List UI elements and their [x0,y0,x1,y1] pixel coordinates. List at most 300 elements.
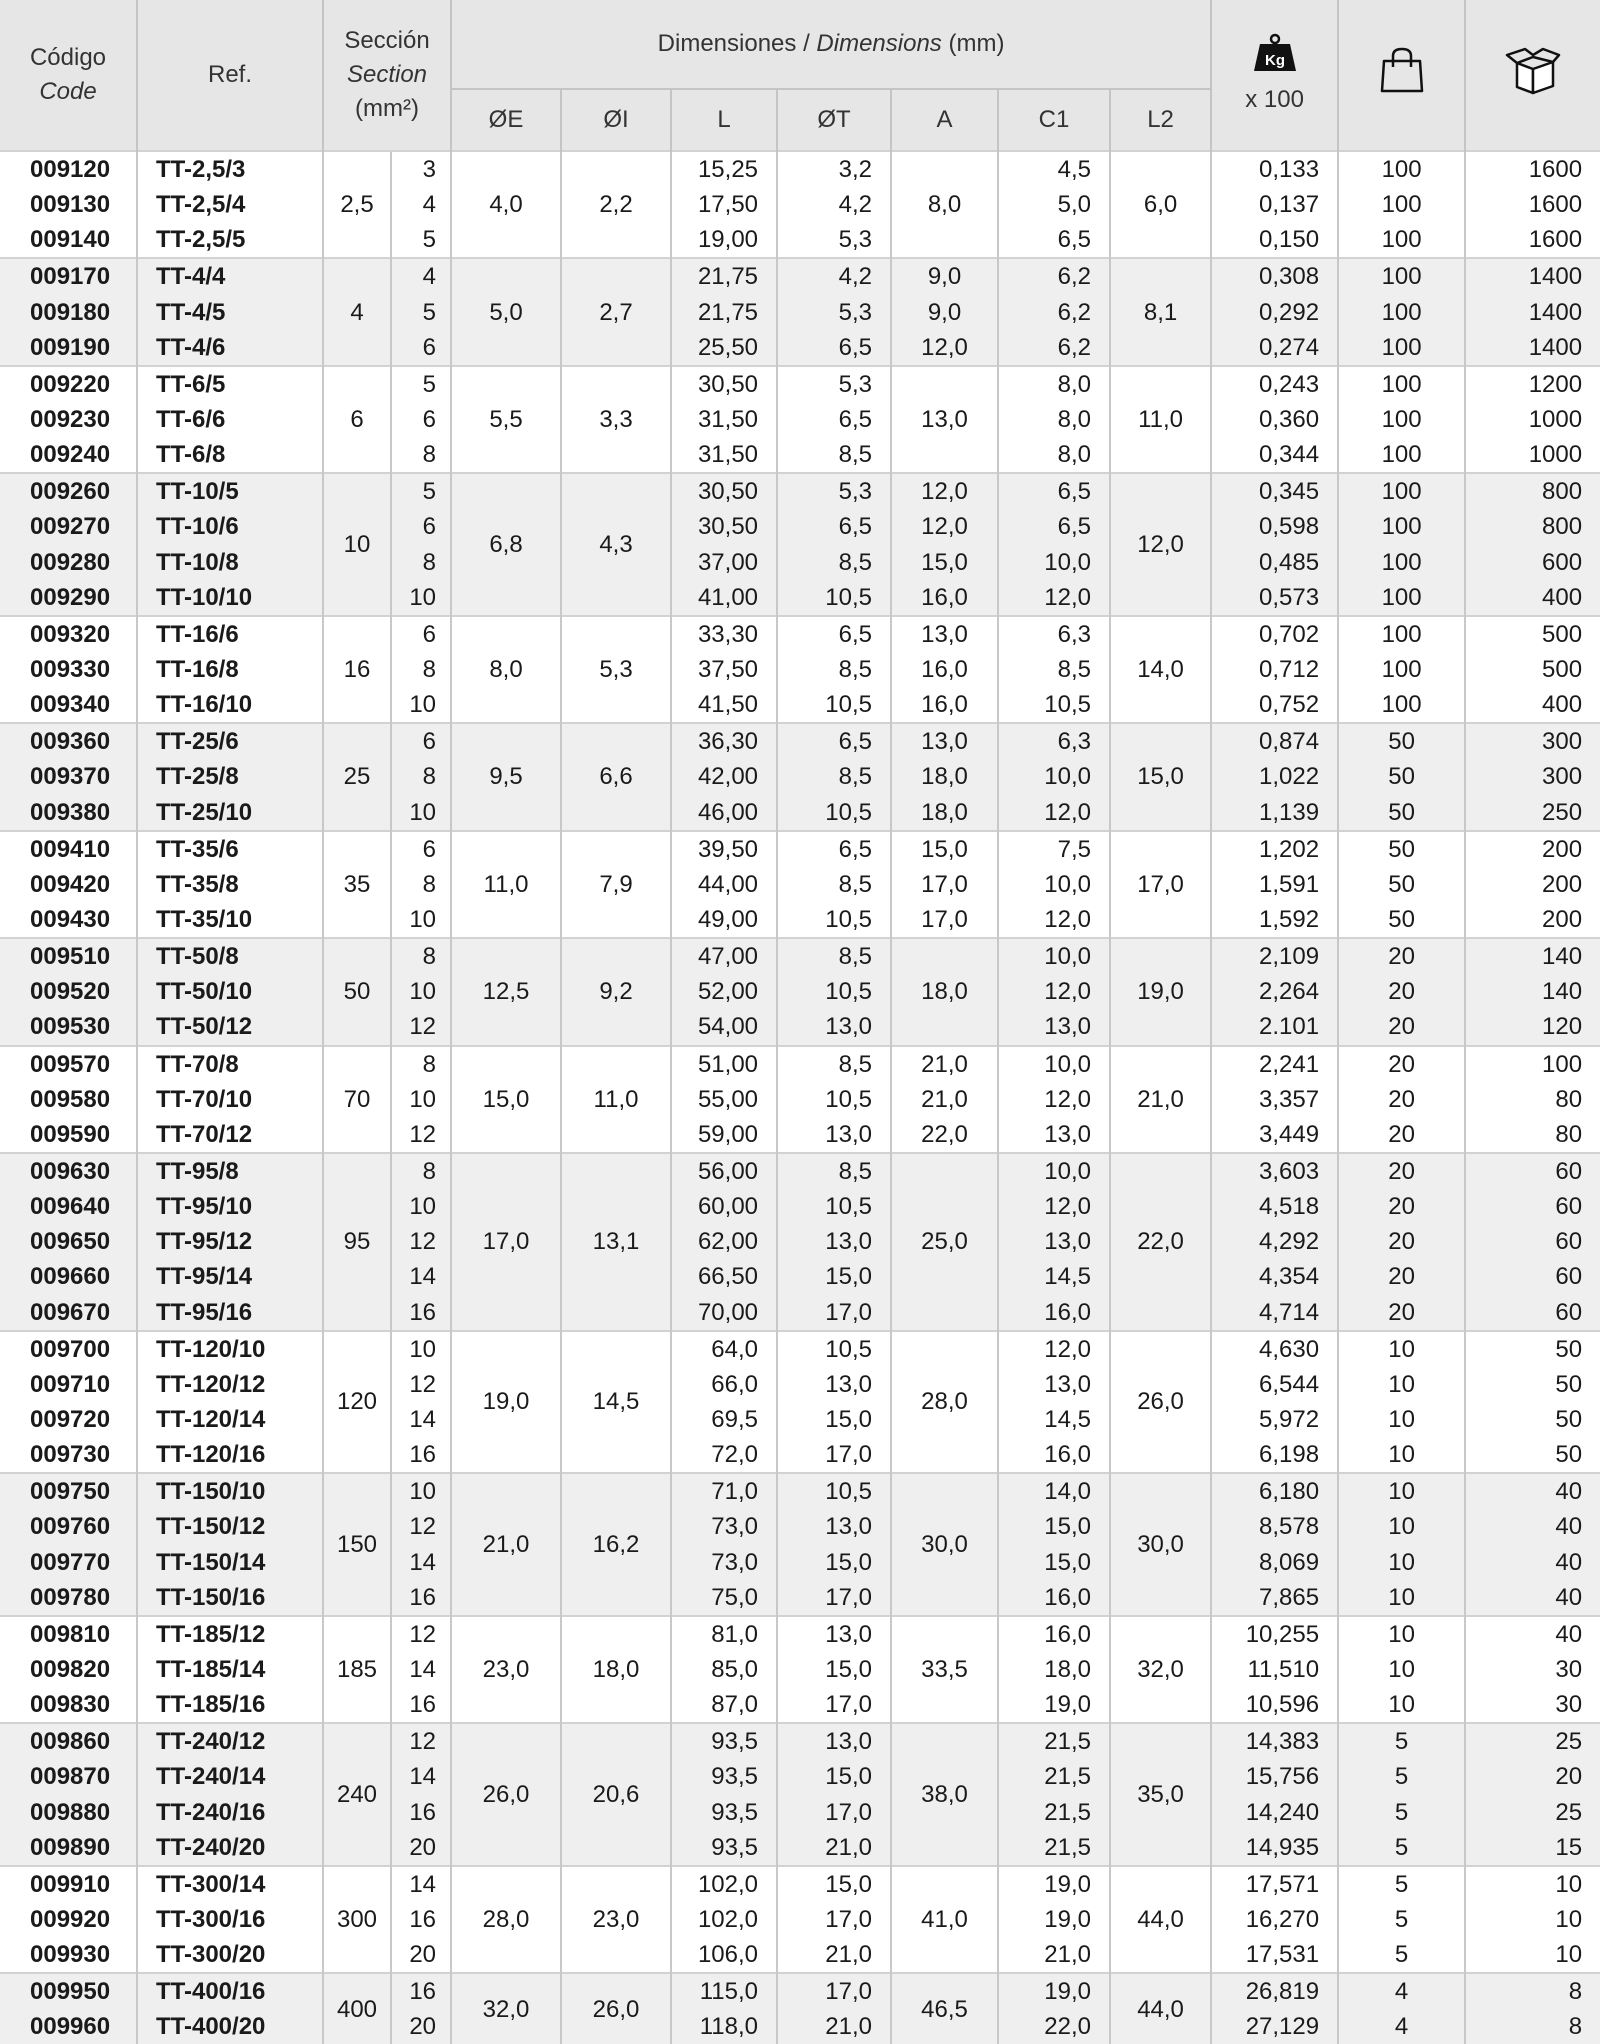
cell-c1: 10,0 [998,1046,1110,1082]
cell-outer-diameter: 26,0 [451,1723,561,1866]
cell-length: 17,50 [671,187,777,222]
cell-outer-diameter: 5,0 [451,258,561,365]
table-row [0,1723,1600,1759]
cell-terminal-diameter: 8,5 [777,545,891,580]
cell-bag-qty: 4 [1338,2009,1465,2044]
cell-section: 120 [323,1331,391,1474]
cell-box-qty: 8 [1465,2009,1600,2044]
cell-c1: 6,5 [998,509,1110,544]
cell-length: 39,50 [671,831,777,867]
cell-inner-diameter: 14,5 [561,1331,671,1474]
cell-ref: TT-150/10 [137,1473,323,1509]
cell-box-qty: 400 [1465,580,1600,616]
cell-box-qty: 80 [1465,1117,1600,1153]
cell-code: 009360 [0,723,137,759]
cell-c1: 10,5 [998,687,1110,723]
table-row [0,687,1600,723]
cell-code: 009260 [0,473,137,509]
cell-section-size: 12 [391,1616,451,1652]
cell-bag-qty: 50 [1338,795,1465,831]
cell-section: 400 [323,1973,391,2044]
cell-bag-qty: 4 [1338,1973,1465,2009]
cell-bag-qty: 20 [1338,1189,1465,1224]
cell-a: 16,0 [891,652,998,687]
cell-box-qty: 40 [1465,1544,1600,1579]
cell-weight: 11,510 [1211,1652,1338,1687]
header-dimensiones-label: Dimensiones / [657,30,810,57]
cell-box-qty: 40 [1465,1473,1600,1509]
cell-code: 009630 [0,1153,137,1189]
cell-code: 009330 [30,656,111,684]
cell-terminal-diameter: 10,5 [777,1189,891,1224]
cell-code: 009720 [30,1405,111,1433]
cell-terminal-diameter: 5,3 [777,222,891,258]
cell-section-size: 20 [391,1937,451,1973]
cell-terminal-diameter: 13,0 [777,1616,891,1652]
header-weight-unit: x 100 [1245,86,1304,113]
cell-section-size: 8 [391,1153,451,1189]
cell-section-size: 8 [391,867,451,902]
cell-bag-qty: 100 [1338,402,1465,437]
cell-section-size: 14 [391,1544,451,1579]
cell-section-size: 14 [391,1652,451,1687]
cell-code: 009430 [30,906,111,934]
cell-section-size: 14 [391,1259,451,1294]
cell-code: 009830 [30,1691,111,1719]
cell-code: 009290 [0,580,137,616]
header-col-e: ØE [451,89,561,151]
cell-bag-qty: 10 [1338,1473,1465,1509]
cell-section-size: 5 [391,295,451,330]
table-row [0,652,1600,687]
cell-terminal-diameter: 13,0 [777,1367,891,1402]
cell-weight: 0,485 [1211,545,1338,580]
cell-weight: 2.101 [1211,1009,1338,1045]
cell-ref: TT-300/14 [137,1866,323,1902]
cell-length: 19,00 [671,222,777,258]
cell-outer-diameter: 28,0 [451,1866,561,1973]
cell-section-size: 12 [391,1509,451,1544]
table-row [0,509,1600,544]
table-row [0,1009,1600,1045]
cell-section-size: 8 [391,1046,451,1082]
cell-weight: 1,022 [1211,759,1338,794]
cell-bag-qty: 10 [1338,1367,1465,1402]
cell-ref: TT-35/10 [137,902,323,938]
header-dimensions [451,0,1211,89]
cell-box-qty: 200 [1465,902,1600,938]
cell-code: 009220 [0,366,137,402]
cell-ref: TT-185/12 [137,1616,323,1652]
table-row [0,616,1600,652]
cell-ref: TT-185/16 [137,1687,323,1723]
cell-ref: TT-4/5 [137,295,323,330]
cell-a: 17,0 [891,902,998,938]
cell-section-size: 5 [391,222,451,258]
header-col-t: ØT [777,89,891,151]
cell-box-qty: 40 [1465,1616,1600,1652]
cell-c1: 6,2 [998,330,1110,366]
cell-box-qty: 1600 [1465,151,1600,187]
cell-bag-qty: 10 [1338,1437,1465,1473]
cell-length: 62,00 [671,1224,777,1259]
cell-box-qty: 10 [1465,1902,1600,1937]
cell-section-size: 4 [391,187,451,222]
cell-terminal-diameter: 21,0 [777,1830,891,1866]
table-row [0,402,1600,437]
cell-bag-qty: 20 [1338,974,1465,1009]
cell-length: 66,50 [671,1259,777,1294]
table-row [0,1652,1600,1687]
cell-code: 009730 [30,1441,111,1469]
cell-terminal-diameter: 13,0 [777,1009,891,1045]
cell-terminal-diameter: 13,0 [777,1224,891,1259]
cell-weight: 1,139 [1211,795,1338,831]
cell-a: 15,0 [891,831,998,867]
cell-box-qty: 1600 [1465,187,1600,222]
cell-ref: TT-4/4 [137,258,323,294]
table-row [0,1046,1600,1082]
cell-terminal-diameter: 17,0 [777,1295,891,1331]
cell-outer-diameter: 32,0 [451,1973,561,2044]
header-dimensions-unit: (mm) [948,30,1005,57]
cell-l2: 44,0 [1110,1973,1211,2044]
cell-c1: 6,5 [998,222,1110,258]
cell-length: 75,0 [671,1580,777,1616]
cell-outer-diameter: 19,0 [451,1331,561,1474]
cell-box-qty: 40 [1465,1509,1600,1544]
cell-weight: 5,972 [1211,1402,1338,1437]
cell-weight: 0,702 [1211,616,1338,652]
cell-box-qty: 1000 [1465,437,1600,473]
cell-box-qty: 80 [1465,1082,1600,1117]
cell-ref: TT-95/14 [137,1259,323,1294]
cell-section-size: 20 [391,1830,451,1866]
cell-length: 102,0 [671,1866,777,1902]
table-row [0,580,1600,616]
cell-c1: 6,3 [998,723,1110,759]
cell-length: 81,0 [671,1616,777,1652]
cell-length: 59,00 [671,1117,777,1153]
cell-c1: 14,5 [998,1402,1110,1437]
cell-length: 41,50 [671,687,777,723]
table-row [0,938,1600,974]
cell-weight: 0,133 [1211,151,1338,187]
cell-terminal-diameter: 6,5 [777,509,891,544]
cell-section-size: 16 [391,1687,451,1723]
table-row [0,473,1600,509]
cell-box-qty: 40 [1465,1580,1600,1616]
cell-length: 54,00 [671,1009,777,1045]
cell-bag-qty: 10 [1338,1544,1465,1579]
cell-code: 009130 [30,191,111,219]
cell-weight: 0,344 [1211,437,1338,473]
cell-terminal-diameter: 5,3 [777,473,891,509]
cell-length: 47,00 [671,938,777,974]
cell-bag-qty: 20 [1338,1153,1465,1189]
table-row [0,222,1600,258]
cell-terminal-diameter: 15,0 [777,1759,891,1794]
cell-c1: 6,5 [998,473,1110,509]
cell-ref: TT-2,5/4 [137,187,323,222]
cell-length: 36,30 [671,723,777,759]
cell-ref: TT-35/6 [137,831,323,867]
table-row [0,1082,1600,1117]
cell-section: 2,5 [323,151,391,258]
cell-terminal-diameter: 8,5 [777,759,891,794]
cell-section-size: 10 [391,1189,451,1224]
cell-weight: 10,596 [1211,1687,1338,1723]
cell-code: 009280 [0,545,137,580]
cell-terminal-diameter: 6,5 [777,402,891,437]
cell-terminal-diameter: 8,5 [777,437,891,473]
cell-code: 009320 [0,616,137,652]
cell-ref: TT-150/16 [137,1580,323,1616]
table-row [0,759,1600,794]
table-row [0,723,1600,759]
cell-box-qty: 300 [1465,723,1600,759]
cell-code: 009810 [0,1616,137,1652]
cell-box-qty: 60 [1465,1259,1600,1294]
cell-weight: 14,240 [1211,1794,1338,1829]
cell-l2: 30,0 [1110,1473,1211,1616]
cell-section: 150 [323,1473,391,1616]
cell-section-size: 10 [391,687,451,723]
cell-l2: 32,0 [1110,1616,1211,1723]
table-body [0,151,1600,2044]
cell-l2: 14,0 [1110,616,1211,723]
cell-ref: TT-16/8 [137,652,323,687]
cell-a: 18,0 [891,759,998,794]
table-row [0,1295,1600,1331]
cell-section-size: 10 [391,902,451,938]
cell-section-size: 5 [391,366,451,402]
cell-weight: 1,592 [1211,902,1338,938]
cell-weight: 14,383 [1211,1723,1338,1759]
cell-length: 102,0 [671,1902,777,1937]
table-row [0,258,1600,294]
cell-code: 009230 [30,406,111,434]
cell-inner-diameter: 26,0 [561,1973,671,2044]
cell-terminal-diameter: 6,5 [777,330,891,366]
table-row [0,151,1600,187]
cell-length: 41,00 [671,580,777,616]
table-row [0,1509,1600,1544]
cell-box-qty: 600 [1465,545,1600,580]
table-row [0,2009,1600,2044]
cell-section-size: 10 [391,1082,451,1117]
cell-c1: 14,0 [998,1473,1110,1509]
cell-weight: 4,354 [1211,1259,1338,1294]
cell-terminal-diameter: 10,5 [777,1473,891,1509]
cell-bag-qty: 100 [1338,295,1465,330]
table-row [0,437,1600,473]
table-row [0,974,1600,1009]
cell-a: 8,0 [891,151,998,258]
cell-weight: 1,591 [1211,867,1338,902]
cell-terminal-diameter: 17,0 [777,1687,891,1723]
cell-inner-diameter: 16,2 [561,1473,671,1616]
cell-c1: 21,5 [998,1723,1110,1759]
table-row [0,902,1600,938]
table-row [0,1259,1600,1294]
cell-section-size: 4 [391,258,451,294]
cell-bag-qty: 100 [1338,616,1465,652]
cell-ref: TT-240/16 [137,1794,323,1829]
cell-terminal-diameter: 10,5 [777,1331,891,1367]
cell-outer-diameter: 9,5 [451,723,561,830]
table-row [0,1794,1600,1829]
cell-code: 009510 [0,938,137,974]
cell-box-qty: 60 [1465,1295,1600,1331]
cell-box-qty: 1000 [1465,402,1600,437]
table-row [0,831,1600,867]
cell-ref: TT-400/16 [137,1973,323,2009]
cell-weight: 3,449 [1211,1117,1338,1153]
cell-section-size: 14 [391,1759,451,1794]
cell-a: 13,0 [891,366,998,473]
cell-l2: 11,0 [1110,366,1211,473]
cell-terminal-diameter: 8,5 [777,938,891,974]
cell-terminal-diameter: 15,0 [777,1402,891,1437]
cell-a: 41,0 [891,1866,998,1973]
cell-section-size: 6 [391,723,451,759]
cell-bag-qty: 5 [1338,1866,1465,1902]
cell-c1: 6,2 [998,258,1110,294]
cell-a: 16,0 [891,687,998,723]
cell-a: 9,0 [891,258,998,294]
cell-inner-diameter: 11,0 [561,1046,671,1153]
cell-length: 37,00 [671,545,777,580]
cell-c1: 12,0 [998,1189,1110,1224]
cell-section-size: 12 [391,1009,451,1045]
table-row [0,1580,1600,1616]
cell-length: 33,30 [671,616,777,652]
cell-section: 50 [323,938,391,1045]
cell-c1: 13,0 [998,1009,1110,1045]
cell-code: 009530 [0,1009,137,1045]
table-row [0,1830,1600,1866]
box-icon [1503,45,1563,105]
cell-box-qty: 500 [1465,616,1600,652]
cell-code: 009890 [0,1830,137,1866]
cell-length: 93,5 [671,1759,777,1794]
cell-ref: TT-50/10 [137,974,323,1009]
cell-terminal-diameter: 17,0 [777,1902,891,1937]
cell-l2: 8,1 [1110,258,1211,365]
cell-section-size: 20 [391,2009,451,2044]
cell-weight: 15,756 [1211,1759,1338,1794]
cell-section: 95 [323,1153,391,1331]
cell-section: 25 [323,723,391,830]
cell-terminal-diameter: 8,5 [777,1153,891,1189]
cell-weight: 4,518 [1211,1189,1338,1224]
cell-terminal-diameter: 13,0 [777,1509,891,1544]
cell-section-size: 12 [391,1367,451,1402]
table-row [0,1616,1600,1652]
cell-length: 106,0 [671,1937,777,1973]
cell-terminal-diameter: 6,5 [777,616,891,652]
header-code-label: Code [39,78,97,105]
cell-weight: 2,264 [1211,974,1338,1009]
cell-code: 009710 [30,1370,111,1398]
cell-outer-diameter: 21,0 [451,1473,561,1616]
cell-c1: 5,0 [998,187,1110,222]
cell-c1: 19,0 [998,1973,1110,2009]
cell-weight: 0,712 [1211,652,1338,687]
cell-c1: 10,0 [998,867,1110,902]
cell-ref: TT-2,5/5 [137,222,323,258]
cell-section-size: 12 [391,1117,451,1153]
cell-bag-qty: 50 [1338,867,1465,902]
cell-c1: 16,0 [998,1580,1110,1616]
cell-ref: TT-2,5/3 [137,151,323,187]
cell-ref: TT-70/10 [137,1082,323,1117]
cell-terminal-diameter: 15,0 [777,1652,891,1687]
cell-inner-diameter: 6,6 [561,723,671,830]
cell-bag-qty: 100 [1338,151,1465,187]
cell-box-qty: 200 [1465,831,1600,867]
cell-outer-diameter: 17,0 [451,1153,561,1331]
header-box [1465,0,1600,151]
cell-weight: 8,069 [1211,1544,1338,1579]
cell-box-qty: 1600 [1465,222,1600,258]
cell-section-size: 16 [391,1902,451,1937]
cell-length: 31,50 [671,402,777,437]
cell-a: 46,5 [891,1973,998,2044]
cell-section-size: 12 [391,1224,451,1259]
cell-bag-qty: 10 [1338,1652,1465,1687]
cell-ref: TT-10/6 [137,509,323,544]
cell-box-qty: 120 [1465,1009,1600,1045]
cell-box-qty: 1400 [1465,295,1600,330]
cell-ref: TT-25/10 [137,795,323,831]
table-row [0,330,1600,366]
table-row [0,1367,1600,1402]
cell-a: 13,0 [891,723,998,759]
cell-length: 71,0 [671,1473,777,1509]
cell-section-size: 12 [391,1723,451,1759]
weight-icon [1252,33,1298,83]
cell-section-size: 6 [391,330,451,366]
cell-code: 009570 [0,1046,137,1082]
cell-code: 009870 [0,1759,137,1794]
cell-l2: 15,0 [1110,723,1211,830]
cell-terminal-diameter: 17,0 [777,1437,891,1473]
cell-terminal-diameter: 5,3 [777,366,891,402]
cell-length: 21,75 [671,258,777,294]
cell-code: 009930 [30,1941,111,1969]
header-bag [1338,0,1465,151]
cell-code: 009960 [0,2009,137,2044]
cell-bag-qty: 50 [1338,831,1465,867]
cell-bag-qty: 20 [1338,1295,1465,1331]
cell-bag-qty: 100 [1338,187,1465,222]
cell-a: 33,5 [891,1616,998,1723]
cell-section-size: 5 [391,473,451,509]
cell-section-size: 8 [391,938,451,974]
table-row [0,1902,1600,1937]
cell-ref: TT-25/8 [137,759,323,794]
cell-weight: 7,865 [1211,1580,1338,1616]
cell-c1: 14,5 [998,1259,1110,1294]
cell-code: 009760 [0,1509,137,1544]
weight-icon-text: Kg [1264,52,1285,69]
cell-weight: 3,603 [1211,1153,1338,1189]
table-row [0,795,1600,831]
cell-section-size: 14 [391,1402,451,1437]
cell-c1: 12,0 [998,1331,1110,1367]
